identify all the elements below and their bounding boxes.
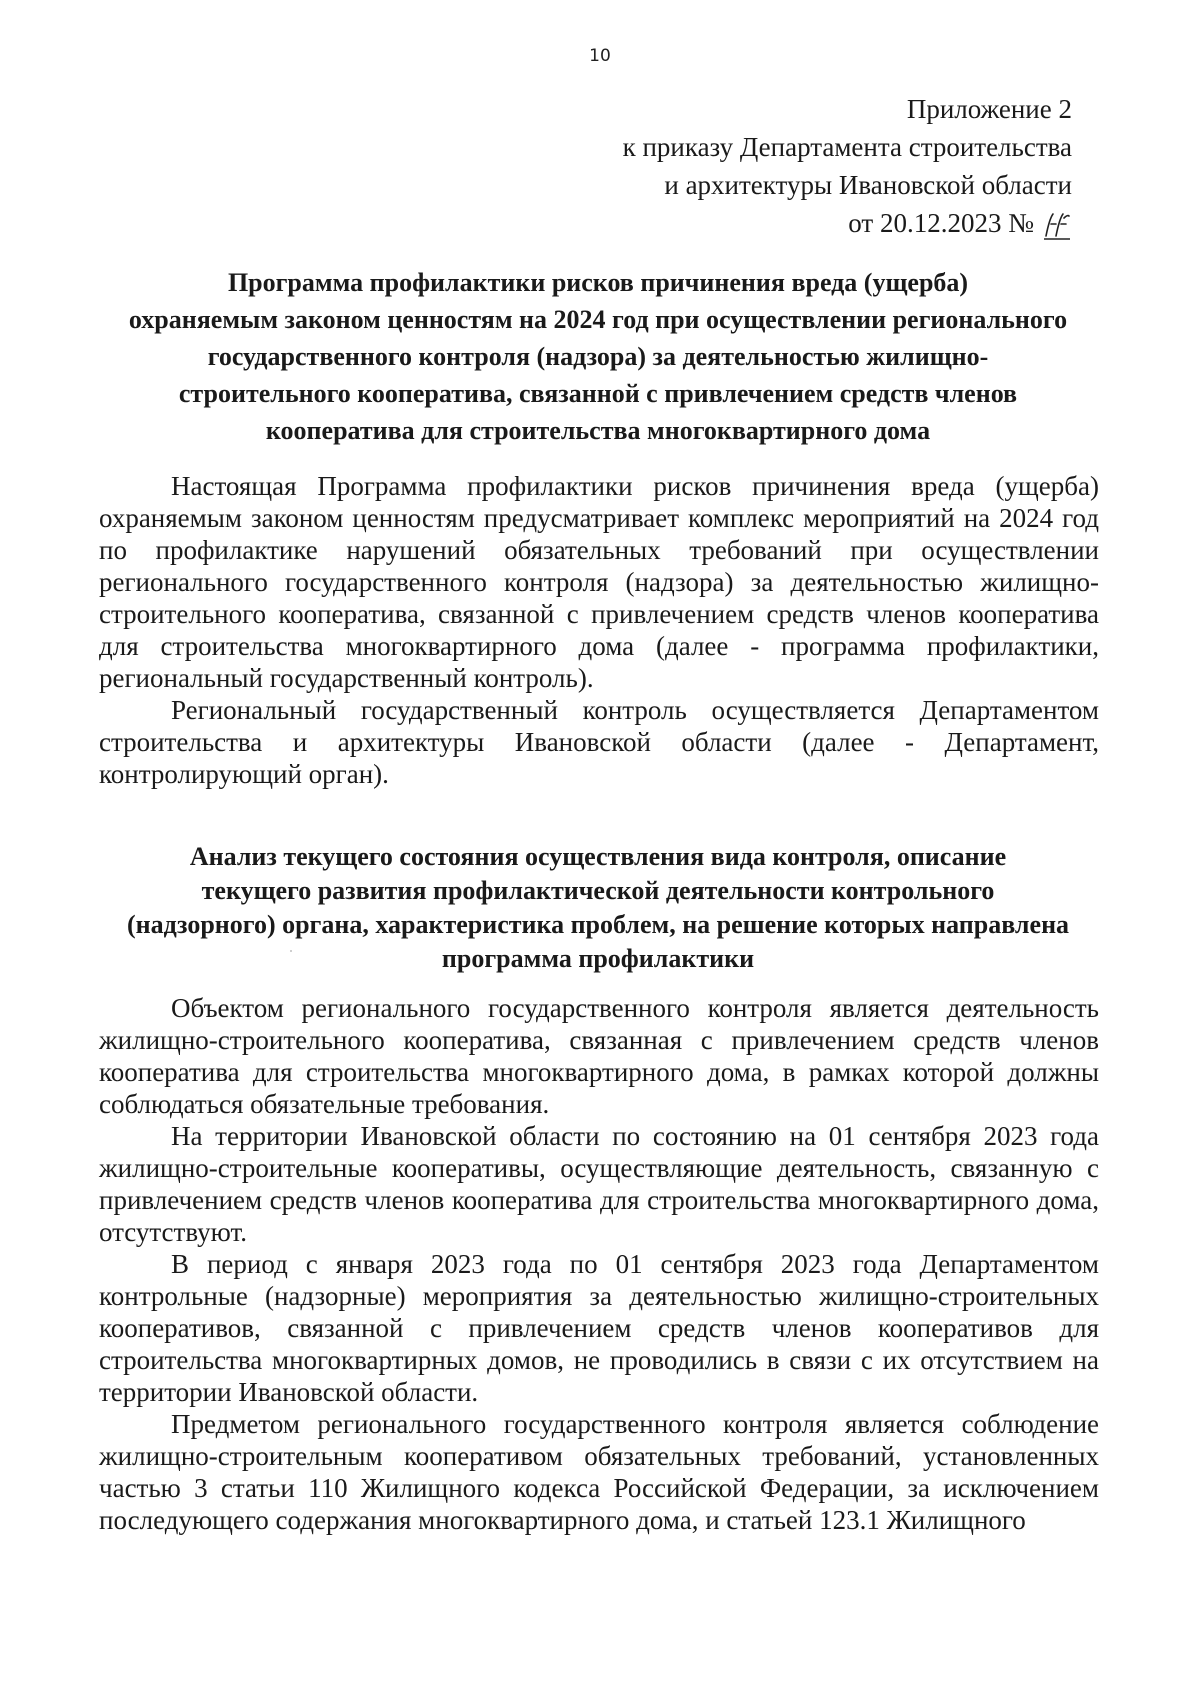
section-heading-line: (надзорного) органа, характеристика проблем, на решение которых направлена (126, 910, 1070, 939)
handwritten-number-icon (1042, 210, 1072, 242)
title-line: строительного кооператива, связанной с привлечением средств членов (178, 379, 1018, 408)
appendix-label: Приложение 2 (906, 94, 1072, 124)
appendix-department: и архитектуры Ивановской области (664, 170, 1072, 200)
section-heading-line: текущего развития профилактической деятельности контрольного (201, 876, 995, 905)
intro-paragraph: Настоящая Программа профилактики рисков причинения вреда (ущерба) охраняемым законом ценностям предусматривает комплекс мероприятий на 2024 год по профилактике нарушений обязательных требований при осуществлении регионального государственного контроля (надзора) за деятельностью жилищно-строительного кооператива, связанной с привлечением средств членов кооператива для строительства многоквартирного дома (далее - программа профилактики, региональный государственный контроль). (99, 471, 1099, 693)
title-line: кооператива для строительства многоквартирного дома (265, 416, 931, 445)
section-paragraph: Предметом регионального государственного контроля является соблюдение жилищно-строительным кооперативом обязательных требований, установленных частью 3 статьи 110 Жилищного кодекса Российской Федерации, за исключением последующего содержания многоквартирного дома, и статьей 123.1 Жилищного (99, 1409, 1099, 1535)
section-text (99, 992, 1099, 1536)
intro-paragraph: Региональный государственный контроль осуществляется Департаментом строительства и архитектуры Ивановской области (далее - Департамент, контролирующий орган). (99, 695, 1099, 789)
appendix-order-date (848, 204, 1072, 242)
intro-text (99, 470, 1099, 790)
appendix-header (623, 90, 1072, 242)
order-date-text: от 20.12.2023 № (848, 208, 1034, 238)
section-paragraph: Объектом регионального государственного контроля является деятельность жилищно-строительного кооператива, связанная с привлечением средств членов кооператива для строительства многоквартирного дома, в рамках которой должны соблюдаться обязательные требования. (99, 993, 1099, 1119)
section-paragraph: На территории Ивановской области по состоянию на 01 сентября 2023 года жилищно-строительные кооперативы, осуществляющие деятельность, связанную с привлечением средств членов кооператива для строительства многоквартирного дома, отсутствуют. (99, 1121, 1099, 1247)
section-heading (98, 840, 1098, 976)
section-paragraph: В период с января 2023 года по 01 сентября 2023 года Департаментом контрольные (надзорные) мероприятия за деятельностью жилищно-строительных кооперативов, связанной с привлечением средств членов кооперативов для строительства многоквартирных домов, не проводились в связи с их отсутствием на территории Ивановской области. (99, 1249, 1099, 1407)
section-heading-line: программа профилактики (441, 944, 755, 973)
title-line: охраняемым законом ценностям на 2024 год при осуществлении регионального (128, 305, 1068, 334)
document-title (98, 264, 1098, 449)
title-line: Программа профилактики рисков причинения вреда (ущерба) (227, 268, 969, 297)
scan-artifact (290, 950, 292, 952)
appendix-order-ref: к приказу Департамента строительства (622, 132, 1072, 162)
title-line: государственного контроля (надзора) за деятельностью жилищно- (207, 342, 989, 371)
section-heading-line: Анализ текущего состояния осуществления вида контроля, описание (189, 842, 1007, 871)
page-number: 10 (589, 46, 611, 66)
